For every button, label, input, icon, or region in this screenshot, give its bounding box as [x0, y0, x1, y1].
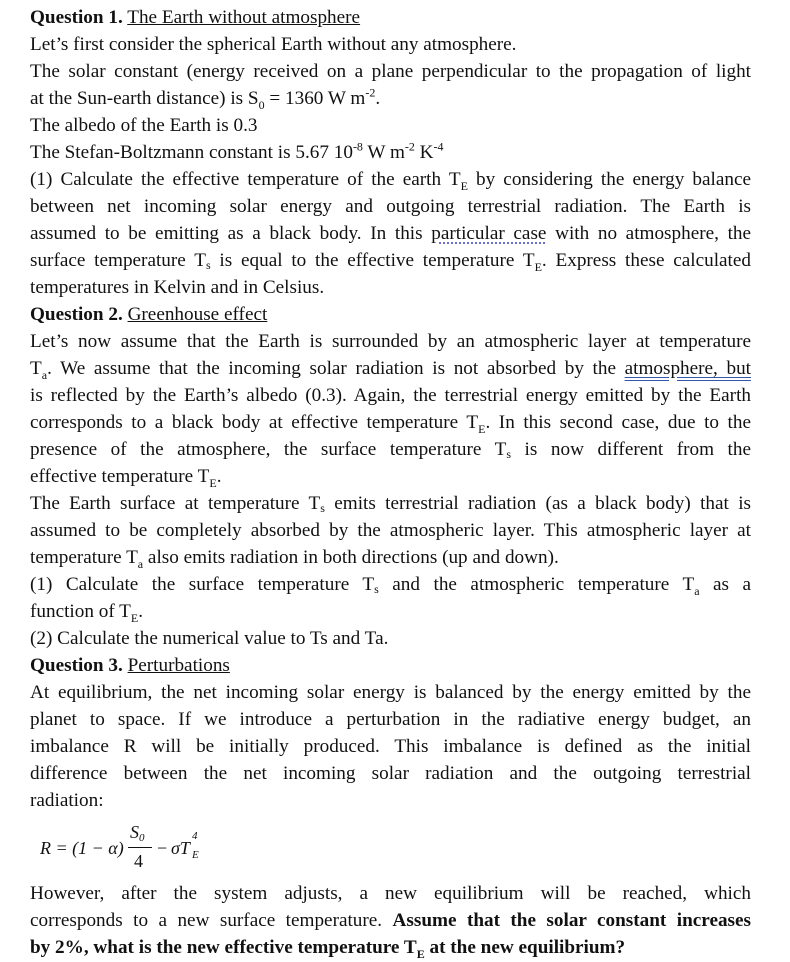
q1-title: The Earth without atmosphere	[127, 7, 361, 28]
eq-lhs: R = (1 − α)	[40, 838, 124, 858]
eq-denominator: 4	[134, 851, 143, 871]
q2-line-8: assumed to be completely absorbed by the atmospheric layer. This atmospheric layer at	[30, 520, 751, 541]
eq-minus: −	[157, 838, 168, 858]
q2-label: Question 2.	[30, 304, 123, 325]
eq-numerator: S0	[130, 822, 145, 844]
q2-line-10: (1) Calculate the surface temperature Ts and the atmospheric temperature $T_a$ as a	[30, 574, 751, 598]
q3-line-1: At equilibrium, the net incoming solar energy is balanced by the energy emitted by the	[30, 682, 751, 703]
q2-line-11: function of $T_E$.	[30, 601, 144, 625]
q1-line-5: The Stefan-Boltzmann constant is 5.67 $10^{-8}$ W $m^{-2}$ $K^{-4}$	[30, 139, 444, 163]
q1-heading	[30, 4, 751, 31]
q2-title: Greenhouse effect	[127, 304, 268, 325]
q1-line-4: The albedo of the Earth is 0.3	[30, 115, 258, 136]
q3-line-6: However, after the system adjusts, a new equilibrium will be reached, which	[30, 883, 751, 904]
q1-label: Question 1.	[30, 7, 123, 28]
q2-line-12: (2) Calculate the numerical value to Ts and Ta.	[30, 628, 389, 649]
q3-line-2: planet to space. If we introduce a perturbation in the radiative energy budget, an	[30, 709, 751, 730]
q2-line-1: Let’s now assume that the Earth is surrounded by an atmospheric layer at temperature	[30, 331, 751, 352]
q1-line-7: between net incoming solar energy and outgoing terrestrial radiation. The Earth is	[30, 196, 751, 217]
q3-line-8: by 2%, what is the new effective temperature $T_E$ at the new equilibrium?	[30, 937, 626, 961]
q3-heading	[30, 652, 751, 679]
q1-line-1: Let’s first consider the spherical Earth without any atmosphere.	[30, 34, 517, 55]
eq-fraction-bar	[128, 847, 152, 848]
q2-line-7: The Earth surface at temperature Ts emits terrestrial radiation (as a black body) that is	[30, 493, 751, 515]
q2-line-5: presence of the atmosphere, the surface temperature Ts is now different from the	[30, 439, 751, 461]
q2-line-3: is reflected by the Earth’s albedo (0.3). Again, the terrestrial energy emitted by the Earth	[30, 385, 751, 406]
spellcheck-underline: particular case	[431, 223, 547, 244]
document-page	[30, 4, 751, 961]
q1-line-3: at the Sun-earth distance) is $S_0 = 1360$ W $m^{-2}$.	[30, 85, 381, 112]
q1-line-10: temperatures in Kelvin and in Celsius.	[30, 277, 325, 298]
q1-line-9: surface temperature Ts is equal to the effective temperature $T_E$. Express these calculated	[30, 250, 751, 274]
q2-line-9: temperature $T_a$ also emits radiation in both directions (up and down).	[30, 547, 559, 571]
imbalance-equation	[30, 818, 751, 880]
q3-line-4: difference between the net incoming solar radiation and the outgoing terrestrial	[30, 763, 751, 784]
q1-line-2: The solar constant (energy received on a plane perpendicular to the propagation of light	[30, 61, 751, 82]
q2-line-6: effective temperature $T_E$.	[30, 466, 222, 490]
q2-heading	[30, 301, 751, 328]
grammar-underline: atmosphere, but	[624, 358, 751, 379]
q3-title: Perturbations	[127, 655, 230, 676]
eq-sub: E	[192, 849, 199, 861]
q2-line-4: corresponds to a black body at effective temperature $T_E$. In this second case, due to the	[30, 412, 751, 436]
q1-line-6: (1) Calculate the effective temperature of the earth $T_E$ by considering the energy balance	[30, 169, 751, 193]
q3-line-3: imbalance R will be initially produced. This imbalance is defined as the initial	[30, 736, 751, 757]
q2-line-2: $T_a$. We assume that the incoming solar radiation is not absorbed by the atmosphere, but	[30, 358, 751, 382]
eq-sigma-t: σT	[171, 838, 190, 858]
eq-sup: 4	[192, 830, 198, 842]
q3-line-5: radiation:	[30, 790, 104, 811]
q1-line-8: assumed to be emitting as a black body. In this particular case with no atmosphere, the	[30, 223, 751, 244]
q3-line-7: corresponds to a new surface temperature. Assume that the solar constant increases	[30, 910, 751, 931]
q3-label: Question 3.	[30, 655, 123, 676]
